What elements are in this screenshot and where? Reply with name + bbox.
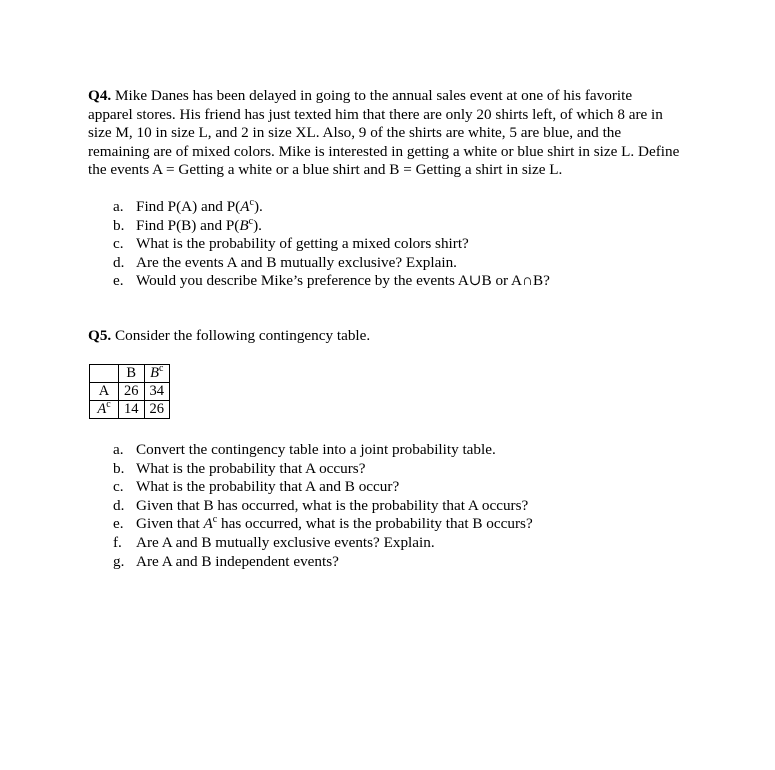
table-row	[90, 383, 170, 401]
header-b-complement: $B^c$	[144, 365, 170, 383]
cell-a-bc: 34	[144, 383, 170, 401]
list-item: c. What is the probability of getting a mixed colors shirt?	[113, 235, 469, 253]
cell-ac-bc: 26	[144, 401, 170, 419]
question-4	[88, 87, 728, 180]
table-corner-cell	[90, 365, 119, 383]
list-item: b. What is the probability that A occurs?	[113, 459, 366, 477]
row-header-a-complement: $A^c$	[90, 401, 119, 419]
header-b: B	[119, 365, 145, 383]
q4-subquestions	[113, 198, 550, 291]
table-row	[90, 365, 170, 383]
list-item: e. Given that $A^c$ has occurred, what is the probability that B occurs?	[113, 514, 533, 533]
q4-line-5: the events A = Getting a white or a blue shirt and B = Getting a shirt in size L.	[88, 161, 563, 179]
list-item: c. What is the probability that A and B occur?	[113, 478, 400, 496]
q4-line-3: size M, 10 in size L, and 2 in size XL. Also, 9 of the shirts are white, 5 are blue, and the	[88, 124, 622, 142]
q4-line-4: remaining are of mixed colors. Mike is interested in getting a white or blue shirt in size L. Define	[88, 142, 680, 160]
list-item: e. Would you describe Mike’s preference by the events A∪B or A∩B?	[113, 272, 550, 290]
q5-label: Q5.	[88, 327, 112, 344]
list-item: d. Are the events A and B mutually exclusive? Explain.	[113, 253, 457, 271]
q5-text: Consider the following contingency table.	[111, 327, 371, 344]
contingency-table	[89, 364, 170, 419]
q4-label: Q4.	[88, 87, 112, 104]
list-item: d. Given that B has occurred, what is the probability that A occurs?	[113, 496, 529, 514]
list-item: g. Are A and B independent events?	[113, 552, 339, 570]
list-item: a. Find P(A) and $P(A^c)$.	[113, 196, 263, 215]
question-5	[88, 327, 370, 346]
cell-a-b: 26	[119, 383, 145, 401]
list-item: a. Convert the contingency table into a joint probability table.	[113, 441, 496, 458]
q4-line-2: apparel stores. His friend has just texted him that there are only 20 shirts left, of which 8 are in	[88, 105, 663, 123]
cell-ac-b: 14	[119, 401, 145, 419]
q4-line-1: Q4. Mike Danes has been delayed in going to the annual sales event at one of his favorite	[88, 87, 633, 104]
table-row	[90, 401, 170, 419]
q5-subquestions	[113, 441, 533, 571]
list-item: b. Find P(B) and $P(B^c)$.	[113, 215, 262, 234]
list-item: f. Are A and B mutually exclusive events? Explain.	[113, 533, 435, 551]
row-header-a: A	[90, 383, 119, 401]
